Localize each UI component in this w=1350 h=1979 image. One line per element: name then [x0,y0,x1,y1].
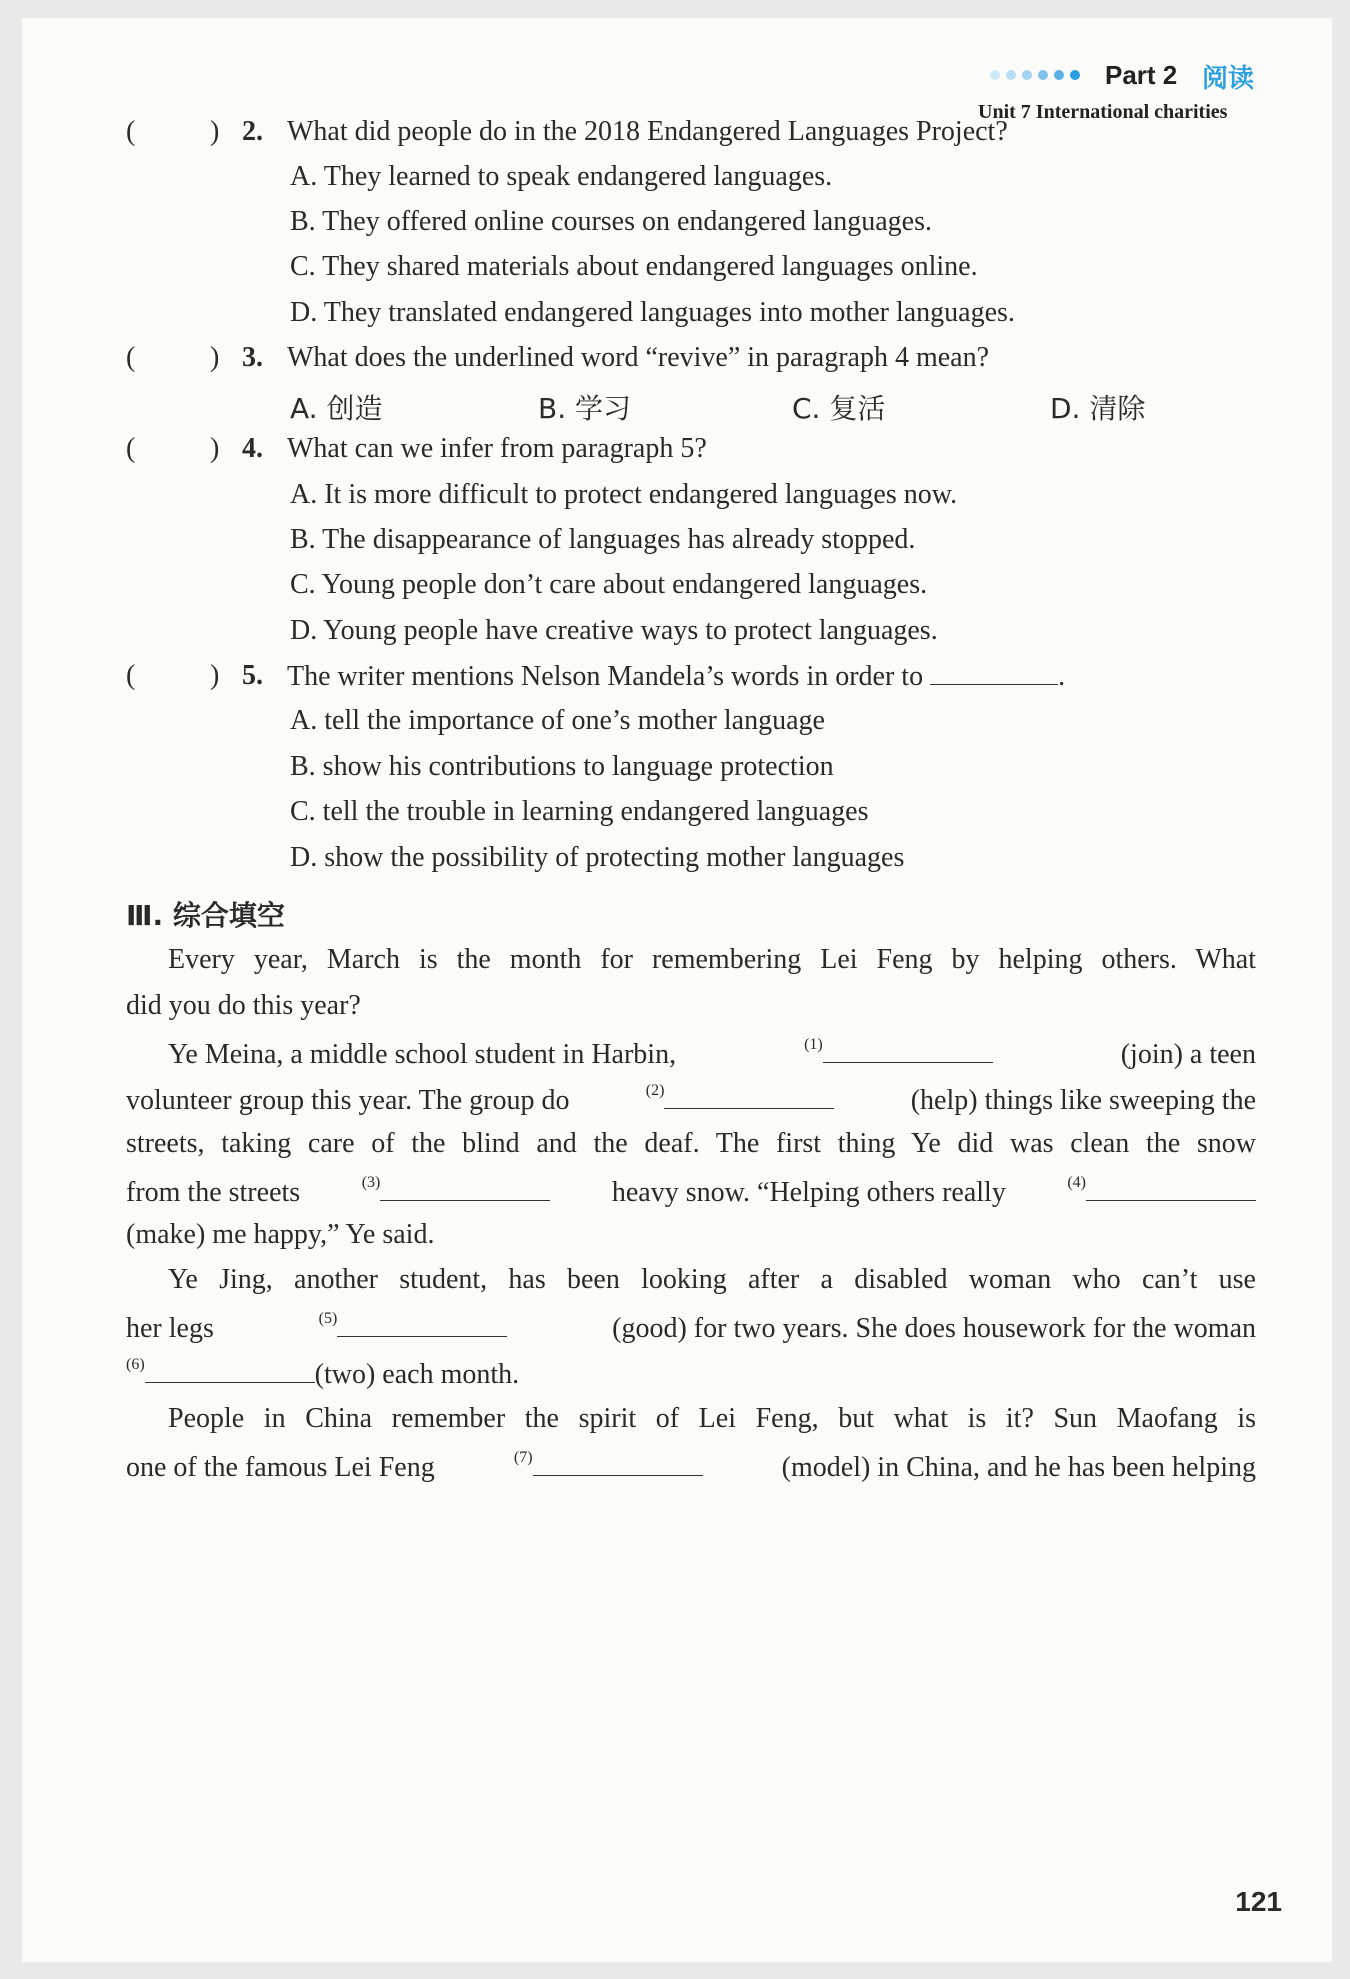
paragraph-text: (model) in China, and he has been helping [781,1452,1256,1483]
paragraph-text: from the streets [126,1177,301,1208]
paragraph-line: Ye Jing, another student, has been looking after a disabled woman who can’t use [168,1264,1256,1295]
fill-blank-5[interactable] [337,1312,507,1337]
paragraph-line [126,1449,1256,1484]
option-a: A. 创造 [290,392,383,425]
option-b: B. They offered online courses on endangered languages. [290,206,932,237]
question-text-main: The writer mentions Nelson Mandela’s words in order to [287,661,924,692]
fill-blank-1[interactable] [823,1038,993,1063]
answer-paren-open: ( [126,116,136,147]
blank-group [804,1036,993,1071]
answer-paren-close: ) [210,116,220,147]
option-d: D. Young people have creative ways to protect languages. [290,615,938,646]
paragraph-text: (good) for two years. She does housework for the woman [612,1313,1256,1344]
blank-group [646,1082,835,1117]
paragraph-line [168,1036,1256,1071]
option-d: D. They translated endangered languages into mother languages. [290,297,1015,328]
workbook-page [22,18,1332,1962]
part-cn-label: 阅读 [1202,64,1255,94]
fill-blank-4[interactable] [1086,1176,1256,1201]
blank-group [1067,1174,1256,1209]
question-text: What did people do in the 2018 Endangered Languages Project? [287,116,1008,147]
decorative-dot [1006,70,1016,80]
answer-paren-open: ( [126,342,136,373]
blank-number: (7) [513,1449,533,1466]
question-text [287,660,1065,693]
header-dots [990,70,1080,80]
fill-blank-2[interactable] [664,1084,834,1109]
option-b: B. show his contributions to language protection [290,751,834,782]
paragraph-text: (help) things like sweeping the [910,1085,1256,1116]
question-text: What can we infer from paragraph 5? [287,433,707,464]
option-b: B. The disappearance of languages has already stopped. [290,524,916,555]
option-c: C. Young people don’t care about endangered languages. [290,569,928,600]
blank-group [319,1310,508,1345]
part-label: Part 2 [1105,60,1178,90]
question-number: 2. [242,116,263,147]
paragraph-line: Every year, March is the month for remembering Lei Feng by helping others. What [168,944,1256,975]
fill-blank-7[interactable] [533,1451,703,1476]
paragraph-text: Ye Meina, a middle school student in Harbin, [168,1039,677,1070]
option-d: D. 清除 [1050,392,1146,425]
paragraph-text: volunteer group this year. The group do [126,1085,570,1116]
unit-label: Unit 7 International charities [978,101,1228,123]
option-a: A. They learned to speak endangered languages. [290,161,833,192]
paragraph-text: (join) a teen [1120,1039,1256,1070]
paragraph-line [126,1356,519,1391]
answer-paren-close: ) [210,433,220,464]
section-title: Ⅲ. 综合填空 [126,899,285,932]
option-c: C. 复活 [792,392,886,425]
blank-number: (3) [361,1174,381,1191]
answer-paren-close: ) [210,660,220,691]
option-d: D. show the possibility of protecting mother languages [290,842,905,873]
paragraph-line: People in China remember the spirit of Lei Feng, but what is it? Sun Maofang is [168,1403,1256,1434]
option-b: B. 学习 [538,392,632,425]
question-text-end: . [1058,661,1066,692]
option-c: C. They shared materials about endangered languages online. [290,251,978,282]
paragraph-line [126,1310,1256,1345]
paragraph-line: (make) me happy,” Ye said. [126,1219,435,1250]
fill-blank-6[interactable] [145,1358,315,1383]
blank-group [514,1449,703,1484]
blank-group [362,1174,551,1209]
page-number: 121 [1235,1886,1282,1917]
paragraph-text: heavy snow. “Helping others really [611,1177,1006,1208]
option-c: C. tell the trouble in learning endangered languages [290,796,869,827]
decorative-dot [990,70,1000,80]
paragraph-text: (two) each month. [314,1359,520,1390]
question-number: 4. [242,433,263,464]
question-text: What does the underlined word “revive” in paragraph 4 mean? [287,342,990,373]
fill-blank-3[interactable] [380,1176,550,1201]
answer-paren-open: ( [126,660,136,691]
option-a: A. tell the importance of one’s mother language [290,705,825,736]
question-number: 5. [242,660,263,691]
answer-blank[interactable] [930,660,1058,685]
blank-number: (2) [645,1082,665,1099]
paragraph-line: streets, taking care of the blind and the deaf. The first thing Ye did was clean the snow [126,1128,1256,1159]
decorative-dot [1022,70,1032,80]
paragraph-line: did you do this year? [126,990,361,1021]
blank-number: (6) [126,1356,145,1373]
blank-number: (5) [318,1310,338,1327]
answer-paren-close: ) [210,342,220,373]
option-a: A. It is more difficult to protect endangered languages now. [290,479,958,510]
paragraph-text: one of the famous Lei Feng [126,1452,435,1483]
decorative-dot [1070,70,1080,80]
decorative-dot [1054,70,1064,80]
question-number: 3. [242,342,263,373]
paragraph-line [126,1082,1256,1117]
paragraph-text: her legs [126,1313,214,1344]
blank-number: (1) [804,1036,823,1053]
paragraph-line [126,1174,1256,1209]
decorative-dot [1038,70,1048,80]
answer-paren-open: ( [126,433,136,464]
blank-number: (4) [1067,1174,1086,1191]
